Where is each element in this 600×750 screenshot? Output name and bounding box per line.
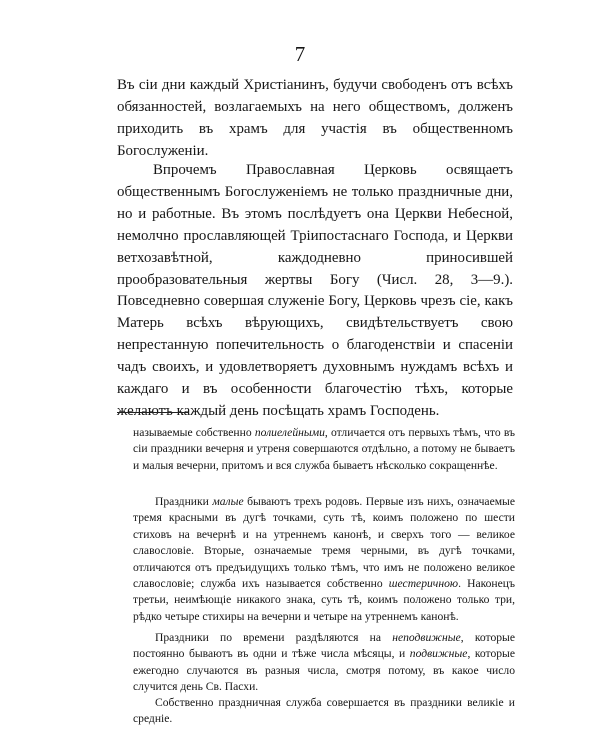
- footnote-text: , отличается отъ первыхъ тѣмъ, что въ сіи праздники вечерня и утреня совершаются отдѣльно, а потому не бываетъ и малыя вечерни, притомъ и вся служба бываетъ нѣсколько сокращеннѣе.: [133, 426, 515, 472]
- footnote-emphasis: неподвижные: [392, 631, 461, 644]
- footnote-text: Праздники: [155, 495, 213, 508]
- footnote-text: Праздники по времени раздѣляются на: [155, 631, 393, 644]
- footnote-emphasis: шестеричною: [388, 577, 459, 591]
- footnote-emphasis: полиелейными: [254, 426, 325, 439]
- footnote-emphasis: подвижные: [409, 647, 468, 661]
- footnote-divider: [117, 412, 189, 413]
- paragraph-1: Въ сіи дни каждый Христіанинъ, будучи свободенъ отъ всѣхъ обязанностей, возлагаемыхъ на него обществомъ, долженъ приходить въ храмъ для участія въ общественномъ Богослуженіи.: [117, 77, 513, 159]
- footnote-continuation: [133, 425, 515, 474]
- footnote-feast-service: Собственно праздничная служба совершается въ праздники великіе и средніе.: [133, 696, 515, 726]
- footnote-text: . Наконецъ третьи, неимѣющіе никакого знака, суть тѣ, коимъ положено только три, рѣдко четыре стихиры на вечерни и четыре на утреннемъ канонѣ.: [133, 577, 515, 623]
- footnote-text: бываютъ трехъ родовъ. Первые изъ нихъ, означаемые тремя красными въ дугѣ точками, суть тѣ, коимъ положено по шести стиховъ на вечернѣ и на утреннемъ канонѣ, и сверхъ того — великое славословіе. Вторые, означаемые тремя черными, въ дугѣ точками, отличаются отъ предъидущихъ только тѣмъ, что имъ не положено великое славословіе; служба ихъ называется собственно: [133, 495, 515, 591]
- footnote-text: , которые постоянно бываютъ въ одни и тѣже числа мѣсяцы, и: [133, 631, 515, 661]
- footnote-feast-dates: [133, 630, 515, 696]
- footnote-text: , которые ежегодно случаются въ разныя числа, смотря потому, въ какое число случится день Св. Пасхи.: [133, 647, 515, 694]
- footnote-minor-feasts: [133, 494, 515, 625]
- footnote-text: называемые собственно: [133, 426, 255, 439]
- footnote-emphasis: малые: [212, 495, 244, 508]
- paragraph-2: Впрочемъ Православная Церковь освящаетъ общественнымъ Богослуженіемъ не только праздничные дни, но и работные. Въ этомъ послѣдуетъ она Церкви Небесной, немолчно прославляющей Тріипостаснаго Господа, и Церкви ветхозавѣтной, каждодневно приносившей прообразовательныя жертвы Богу (Числ. 28, 3—9.). Повседневно совершая служеніе Богу, Церковь чрезъ сіе, какъ Матерь всѣхъ вѣрующихъ, свидѣтельствуетъ свою непрестанную попечительность о благоденствіи и спасеніи чадъ своихъ, и удовлетворяетъ духовнымъ нуждамъ всѣхъ и каждаго и въ особенности благочестію тѣхъ, которые желаютъ каждый день посѣщать храмъ Господень.: [117, 162, 513, 419]
- page-number: 7: [294, 42, 306, 66]
